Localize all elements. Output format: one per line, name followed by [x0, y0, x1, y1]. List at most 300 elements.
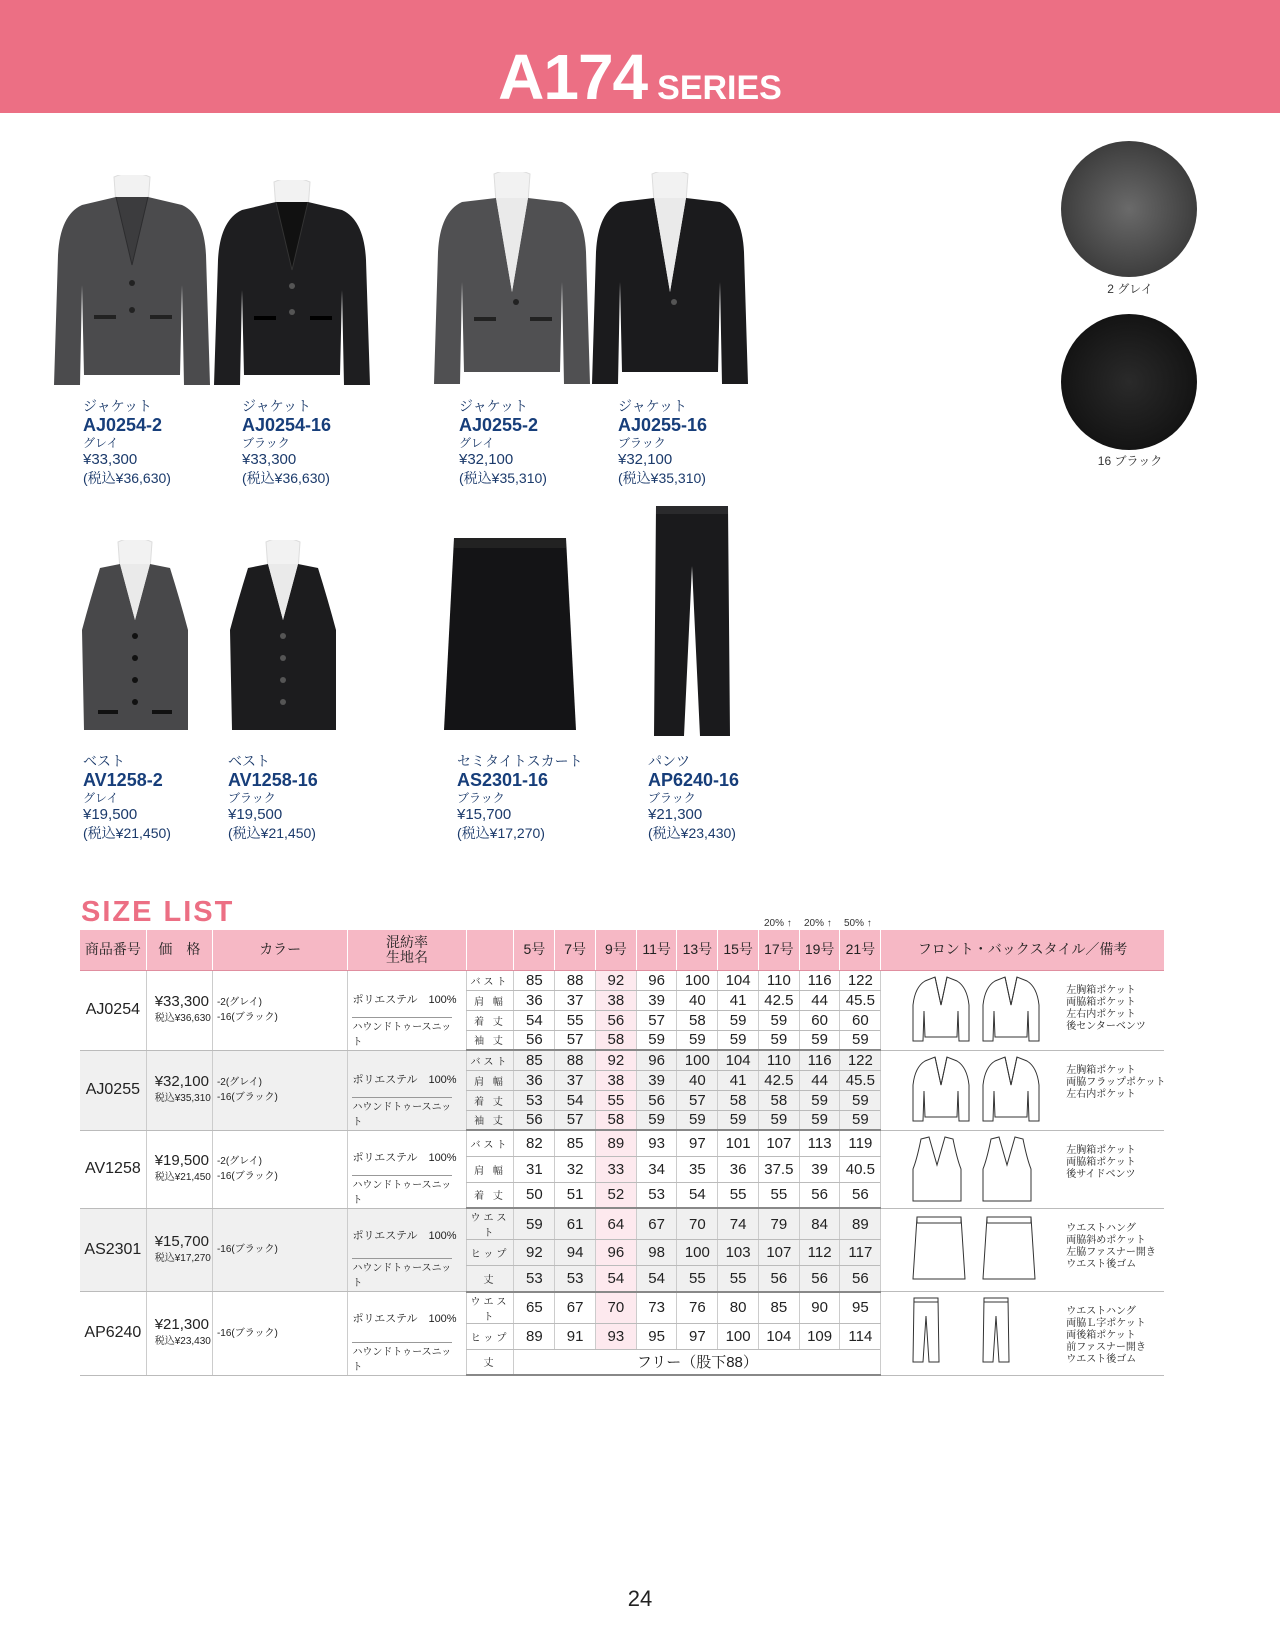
measure-label: 袖 丈 — [466, 1030, 514, 1050]
measure-value: 51 — [555, 1182, 596, 1208]
measure-value: 107 — [758, 1130, 799, 1156]
note-line: 両脇箱ポケット — [1066, 1156, 1136, 1168]
product-price: ¥33,300 — [242, 451, 297, 468]
swatch-label: 16 ブラック — [1097, 454, 1163, 468]
measure-label: 肩 幅 — [466, 1070, 514, 1090]
front-sketch-icon — [911, 1135, 963, 1207]
row-color: -16(ブラック) — [216, 1092, 278, 1103]
measure-value: 39 — [799, 1156, 840, 1182]
note-line: 左右内ポケット — [1066, 1008, 1136, 1020]
measure-value: 31 — [514, 1156, 555, 1182]
measure-value: 36 — [718, 1156, 759, 1182]
jacket-aj0255-2-image — [432, 172, 592, 390]
row-price — [146, 1208, 212, 1292]
product-price-tax: (税込¥36,630) — [83, 470, 171, 486]
measure-value: 101 — [718, 1130, 759, 1156]
product-price: ¥15,700 — [457, 806, 512, 823]
skirt-as2301-16-image — [444, 538, 576, 734]
product-caption — [228, 752, 318, 842]
row-price-value: ¥21,300 — [154, 1316, 209, 1334]
measure-value: 59 — [718, 1030, 759, 1050]
measure-value: 59 — [514, 1208, 555, 1240]
measure-value: 70 — [595, 1292, 636, 1324]
measure-value: 54 — [555, 1090, 596, 1110]
measure-value: 37 — [555, 1070, 596, 1090]
jacket-aj0255-16-image — [590, 172, 750, 390]
measure-value: 116 — [799, 970, 840, 990]
measure-value: 59 — [799, 1030, 840, 1050]
product-category: ジャケット — [459, 398, 529, 414]
row-colors — [212, 970, 348, 1050]
measure-value: 97 — [677, 1130, 718, 1156]
measure-value: 32 — [555, 1156, 596, 1182]
measure-value: 60 — [799, 1010, 840, 1030]
measure-value: 89 — [595, 1130, 636, 1156]
row-price — [146, 1130, 212, 1208]
measure-value: 59 — [636, 1110, 677, 1130]
measure-value: 57 — [677, 1090, 718, 1110]
note-line: 両脇Ｌ字ポケット — [1066, 1318, 1146, 1329]
back-sketch-icon — [981, 975, 1041, 1047]
row-notes-text — [1066, 1065, 1166, 1101]
fabric-swatch-black — [1061, 314, 1197, 450]
header-size: 15号 — [718, 930, 759, 970]
measure-value: 57 — [555, 1030, 596, 1050]
product-price-tax: (税込¥36,630) — [242, 470, 330, 486]
measure-label: 袖 丈 — [466, 1110, 514, 1130]
measure-value: 76 — [677, 1292, 718, 1324]
measure-value: 104 — [718, 970, 759, 990]
measure-value: 122 — [840, 1050, 881, 1070]
measure-value: 56 — [514, 1030, 555, 1050]
measure-value: 55 — [718, 1266, 759, 1292]
measure-label: ウエスト — [466, 1292, 514, 1324]
note-line: 前ファスナー開き — [1066, 1342, 1146, 1353]
header-size: 17号 — [758, 930, 799, 970]
measure-value: 110 — [758, 970, 799, 990]
measure-value: 59 — [677, 1110, 718, 1130]
measure-value: 52 — [595, 1182, 636, 1208]
measure-value: 58 — [718, 1090, 759, 1110]
row-notes — [881, 1130, 1164, 1208]
vest-av1258-2-image — [80, 540, 190, 740]
product-price-tax: (税込¥21,450) — [83, 825, 171, 841]
measure-value: 104 — [718, 1050, 759, 1070]
measure-value: 56 — [758, 1266, 799, 1292]
product-caption — [618, 397, 707, 487]
product-category: ジャケット — [83, 398, 153, 414]
product-color: ブラック — [228, 791, 276, 805]
measure-value: 39 — [636, 990, 677, 1010]
measure-value: 56 — [514, 1110, 555, 1130]
row-price — [146, 1292, 212, 1376]
front-sketch-icon — [911, 1055, 971, 1127]
measure-label: 丈 — [466, 1266, 514, 1292]
measure-value: 55 — [595, 1090, 636, 1110]
header-price: 価 格 — [146, 930, 212, 970]
measure-value: 122 — [840, 970, 881, 990]
row-price-tax: 税込¥17,270 — [154, 1252, 211, 1264]
measure-value: 100 — [677, 1050, 718, 1070]
size-table-row — [80, 1208, 1164, 1240]
measure-value: 59 — [758, 1110, 799, 1130]
measure-label: バスト — [466, 1130, 514, 1156]
measure-value: 110 — [758, 1050, 799, 1070]
measure-label: 着 丈 — [466, 1182, 514, 1208]
measure-value: 104 — [758, 1323, 799, 1349]
measure-label: 肩 幅 — [466, 990, 514, 1010]
product-price-tax: (税込¥21,450) — [228, 825, 316, 841]
measure-value: 59 — [840, 1030, 881, 1050]
measure-value: 100 — [718, 1323, 759, 1349]
measure-value: 38 — [595, 1070, 636, 1090]
fabric-swatch-gray — [1061, 141, 1197, 277]
row-fabric-name: ハウンドトゥースニット — [352, 1175, 452, 1206]
row-fabric-blend: ポリエステル 100% — [352, 1313, 457, 1325]
measure-value: 53 — [555, 1266, 596, 1292]
header-code: 商品番号 — [80, 930, 146, 970]
measure-value: 56 — [840, 1182, 881, 1208]
row-price-value: ¥32,100 — [154, 1073, 209, 1090]
measure-value: 54 — [514, 1010, 555, 1030]
measure-value: 60 — [840, 1010, 881, 1030]
row-fabric — [348, 1130, 466, 1208]
measure-value: 36 — [514, 1070, 555, 1090]
row-fabric-name: ハウンドトゥースニット — [352, 1342, 452, 1373]
measure-label: ヒップ — [466, 1240, 514, 1266]
measure-value: 67 — [555, 1292, 596, 1324]
measure-value: 39 — [636, 1070, 677, 1090]
row-code: AJ0255 — [80, 1050, 146, 1130]
measure-value: 100 — [677, 1240, 718, 1266]
product-caption — [457, 752, 583, 842]
product-category: ベスト — [83, 753, 125, 769]
measure-value: 103 — [718, 1240, 759, 1266]
front-sketch-icon — [911, 1213, 967, 1285]
back-sketch-icon — [981, 1213, 1037, 1285]
measure-value: 59 — [718, 1010, 759, 1030]
size-table-row — [80, 1130, 1164, 1156]
row-price — [146, 1050, 212, 1130]
note-line: 両脇斜めポケット — [1066, 1234, 1146, 1246]
row-notes-text — [1066, 1306, 1166, 1366]
measure-value: 53 — [514, 1266, 555, 1292]
row-notes-text — [1066, 1145, 1166, 1181]
measure-value: 55 — [718, 1182, 759, 1208]
measure-value: 58 — [677, 1010, 718, 1030]
header-size: 9号 — [595, 930, 636, 970]
measure-value: 36 — [514, 990, 555, 1010]
measure-value: 42.5 — [758, 990, 799, 1010]
front-sketch-icon — [911, 1296, 941, 1368]
measure-label: 肩 幅 — [466, 1156, 514, 1182]
measure-value: 40 — [677, 990, 718, 1010]
measure-value: 88 — [555, 970, 596, 990]
measure-value: 59 — [636, 1030, 677, 1050]
measure-value: 64 — [595, 1208, 636, 1240]
measure-label: ウエスト — [466, 1208, 514, 1240]
product-price: ¥21,300 — [648, 806, 703, 823]
row-fabric-name: ハウンドトゥースニット — [352, 1017, 452, 1048]
measure-value: 59 — [840, 1090, 881, 1110]
measure-value: 109 — [799, 1323, 840, 1349]
measure-value: 35 — [677, 1156, 718, 1182]
size-table-header — [80, 930, 1164, 970]
header-size: 13号 — [677, 930, 718, 970]
header-notes: フロント・バックスタイル／備考 — [881, 930, 1164, 970]
row-fabric-blend: ポリエステル 100% — [352, 1151, 457, 1164]
row-price-value: ¥15,700 — [154, 1232, 209, 1250]
measure-value: 55 — [677, 1266, 718, 1292]
measure-value: 89 — [840, 1208, 881, 1240]
back-sketch-icon — [981, 1135, 1033, 1207]
row-color: -16(ブラック) — [216, 1244, 278, 1256]
measure-value: 93 — [595, 1323, 636, 1349]
note-line: ウエスト後ゴム — [1066, 1258, 1137, 1270]
header-size: 19号 — [799, 930, 840, 970]
measure-value: 56 — [595, 1010, 636, 1030]
row-price-tax: 税込¥35,310 — [154, 1093, 211, 1104]
row-notes-text — [1066, 1223, 1166, 1271]
measure-value: 61 — [555, 1208, 596, 1240]
note-line: 後センターベンツ — [1066, 1020, 1146, 1032]
row-colors — [212, 1130, 348, 1208]
row-price-tax: 税込¥36,630 — [154, 1013, 211, 1024]
series-title: A174 SERIES — [498, 41, 782, 113]
row-colors — [212, 1208, 348, 1292]
product-code: AV1258-16 — [228, 770, 318, 790]
measure-value: 97 — [677, 1323, 718, 1349]
measure-value: 56 — [840, 1266, 881, 1292]
measure-value: 116 — [799, 1050, 840, 1070]
note-line: ウエストハング — [1066, 1222, 1136, 1234]
row-notes — [881, 970, 1164, 1050]
measure-value: 58 — [758, 1090, 799, 1110]
measure-value: 92 — [595, 1050, 636, 1070]
measure-value: 92 — [514, 1240, 555, 1266]
product-code: AP6240-16 — [648, 770, 740, 790]
measure-value: 41 — [718, 990, 759, 1010]
measure-value: 40 — [677, 1070, 718, 1090]
measure-value: 54 — [595, 1266, 636, 1292]
measure-value: 84 — [799, 1208, 840, 1240]
measure-free: フリー（股下88） — [514, 1349, 881, 1375]
measure-label: バスト — [466, 1050, 514, 1070]
row-code: AP6240 — [80, 1292, 146, 1376]
row-fabric-blend: ポリエステル 100% — [352, 1229, 457, 1242]
measure-value: 80 — [718, 1292, 759, 1324]
size-list-title: SIZE LIST — [81, 896, 235, 928]
product-price-tax: (税込¥23,430) — [648, 825, 736, 841]
measure-value: 91 — [555, 1323, 596, 1349]
measure-label: バスト — [466, 970, 514, 990]
row-colors — [212, 1292, 348, 1376]
product-code: AJ0255-2 — [459, 415, 539, 435]
product-price: ¥19,500 — [228, 806, 283, 823]
row-color: -2(グレイ) — [216, 1077, 262, 1088]
measure-value: 57 — [636, 1010, 677, 1030]
measure-value: 114 — [840, 1323, 881, 1349]
row-fabric — [348, 1292, 466, 1376]
note-line: ウエスト後ゴム — [1066, 1354, 1137, 1365]
measure-label: 着 丈 — [466, 1090, 514, 1110]
note-line: 両後箱ポケット — [1066, 1330, 1136, 1341]
measure-value: 98 — [636, 1240, 677, 1266]
product-caption — [83, 752, 171, 842]
row-notes — [881, 1050, 1164, 1130]
product-price: ¥32,100 — [618, 451, 673, 468]
row-fabric-name: ハウンドトゥースニット — [352, 1258, 452, 1289]
swatch-label: 2 グレイ — [1107, 282, 1153, 296]
measure-label: ヒップ — [466, 1323, 514, 1349]
measure-value: 96 — [636, 1050, 677, 1070]
measure-value: 57 — [555, 1110, 596, 1130]
measure-value: 56 — [799, 1182, 840, 1208]
measure-value: 59 — [758, 1030, 799, 1050]
measure-value: 53 — [636, 1182, 677, 1208]
product-category: セミタイトスカート — [457, 753, 583, 769]
measure-value: 55 — [758, 1182, 799, 1208]
measure-value: 38 — [595, 990, 636, 1010]
measure-value: 55 — [555, 1010, 596, 1030]
product-caption — [648, 752, 739, 842]
measure-value: 45.5 — [840, 1070, 881, 1090]
row-price-value: ¥33,300 — [154, 993, 209, 1010]
measure-value: 95 — [840, 1292, 881, 1324]
measure-value: 96 — [595, 1240, 636, 1266]
row-notes-text — [1066, 985, 1166, 1033]
row-price — [146, 970, 212, 1050]
measure-value: 96 — [636, 970, 677, 990]
size-table-row — [80, 1050, 1164, 1070]
note-line: 左胸箱ポケット — [1066, 1144, 1136, 1156]
measure-value: 85 — [758, 1292, 799, 1324]
row-fabric-name: ハウンドトゥースニット — [352, 1097, 452, 1128]
product-color: グレイ — [83, 791, 119, 805]
measure-value: 74 — [718, 1208, 759, 1240]
header-fabric: 混紡率 生地名 — [348, 930, 466, 970]
measure-value: 79 — [758, 1208, 799, 1240]
size-table-row — [80, 970, 1164, 990]
row-color: -16(ブラック) — [216, 1012, 278, 1023]
measure-value: 88 — [555, 1050, 596, 1070]
product-code: AV1258-2 — [83, 770, 163, 790]
row-color: -16(ブラック) — [216, 1327, 278, 1339]
row-color: -16(ブラック) — [216, 1171, 278, 1182]
product-code: AJ0254-2 — [83, 415, 163, 435]
row-notes — [881, 1208, 1164, 1292]
measure-value: 112 — [799, 1240, 840, 1266]
note-line: 左右内ポケット — [1066, 1088, 1136, 1100]
measure-value: 100 — [677, 970, 718, 990]
measure-value: 89 — [514, 1323, 555, 1349]
note-line: 両脇箱ポケット — [1066, 996, 1136, 1008]
measure-value: 59 — [799, 1090, 840, 1110]
note-line: 左脇ファスナー開き — [1066, 1246, 1156, 1258]
note-line: 後サイドベンツ — [1066, 1168, 1136, 1180]
product-code: AS2301-16 — [457, 770, 549, 790]
product-color: ブラック — [242, 436, 290, 450]
note-line: 両脇フラップポケット — [1066, 1076, 1166, 1088]
row-fabric — [348, 1050, 466, 1130]
product-code: AJ0254-16 — [242, 415, 332, 435]
measure-value: 34 — [636, 1156, 677, 1182]
measure-value: 40.5 — [840, 1156, 881, 1182]
measure-value: 59 — [840, 1110, 881, 1130]
product-color: ブラック — [457, 791, 505, 805]
header-color: カラー — [212, 930, 348, 970]
measure-value: 44 — [799, 1070, 840, 1090]
measure-value: 113 — [799, 1130, 840, 1156]
measure-value: 53 — [514, 1090, 555, 1110]
pants-ap6240-16-image — [652, 506, 732, 738]
header-size: 11号 — [636, 930, 677, 970]
jacket-aj0254-2-image — [52, 175, 212, 390]
measure-value: 65 — [514, 1292, 555, 1324]
page-number: 24 — [627, 1586, 653, 1611]
row-color: -2(グレイ) — [216, 1156, 262, 1167]
measure-value: 85 — [514, 970, 555, 990]
product-color: ブラック — [648, 791, 696, 805]
row-code: AJ0254 — [80, 970, 146, 1050]
jacket-aj0254-16-image — [212, 180, 372, 390]
product-price: ¥32,100 — [459, 451, 514, 468]
measure-value: 44 — [799, 990, 840, 1010]
product-color: グレイ — [83, 436, 119, 450]
product-caption — [83, 397, 171, 487]
measure-value: 58 — [595, 1030, 636, 1050]
measure-value: 92 — [595, 970, 636, 990]
product-price-tax: (税込¥17,270) — [457, 825, 545, 841]
product-price: ¥19,500 — [83, 806, 138, 823]
measure-label: 丈 — [466, 1349, 514, 1375]
product-color: グレイ — [459, 436, 495, 450]
measure-value: 95 — [636, 1323, 677, 1349]
product-category: パンツ — [648, 753, 690, 769]
row-code: AV1258 — [80, 1130, 146, 1208]
measure-value: 54 — [636, 1266, 677, 1292]
measure-value: 107 — [758, 1240, 799, 1266]
percent-note: 50% ↑ — [844, 918, 872, 929]
row-price-value: ¥19,500 — [154, 1152, 209, 1169]
measure-value: 37.5 — [758, 1156, 799, 1182]
row-fabric — [348, 970, 466, 1050]
row-price-tax: 税込¥23,430 — [154, 1336, 211, 1348]
measure-label: 着 丈 — [466, 1010, 514, 1030]
product-code: AJ0255-16 — [618, 415, 708, 435]
header-size: 5号 — [514, 930, 555, 970]
measure-value: 54 — [677, 1182, 718, 1208]
row-fabric-blend: ポリエステル 100% — [352, 1073, 457, 1086]
measure-value: 41 — [718, 1070, 759, 1090]
row-price-tax: 税込¥21,450 — [154, 1172, 211, 1183]
product-caption — [242, 397, 331, 487]
note-line: 左胸箱ポケット — [1066, 1064, 1136, 1076]
measure-value: 50 — [514, 1182, 555, 1208]
note-line: ウエストハング — [1066, 1306, 1136, 1317]
measure-value: 33 — [595, 1156, 636, 1182]
measure-value: 59 — [677, 1030, 718, 1050]
row-code: AS2301 — [80, 1208, 146, 1292]
measure-value: 82 — [514, 1130, 555, 1156]
row-notes — [881, 1292, 1164, 1376]
product-color: ブラック — [618, 436, 666, 450]
measure-value: 67 — [636, 1208, 677, 1240]
measure-value: 90 — [799, 1292, 840, 1324]
measure-value: 70 — [677, 1208, 718, 1240]
measure-value: 117 — [840, 1240, 881, 1266]
product-price: ¥33,300 — [83, 451, 138, 468]
